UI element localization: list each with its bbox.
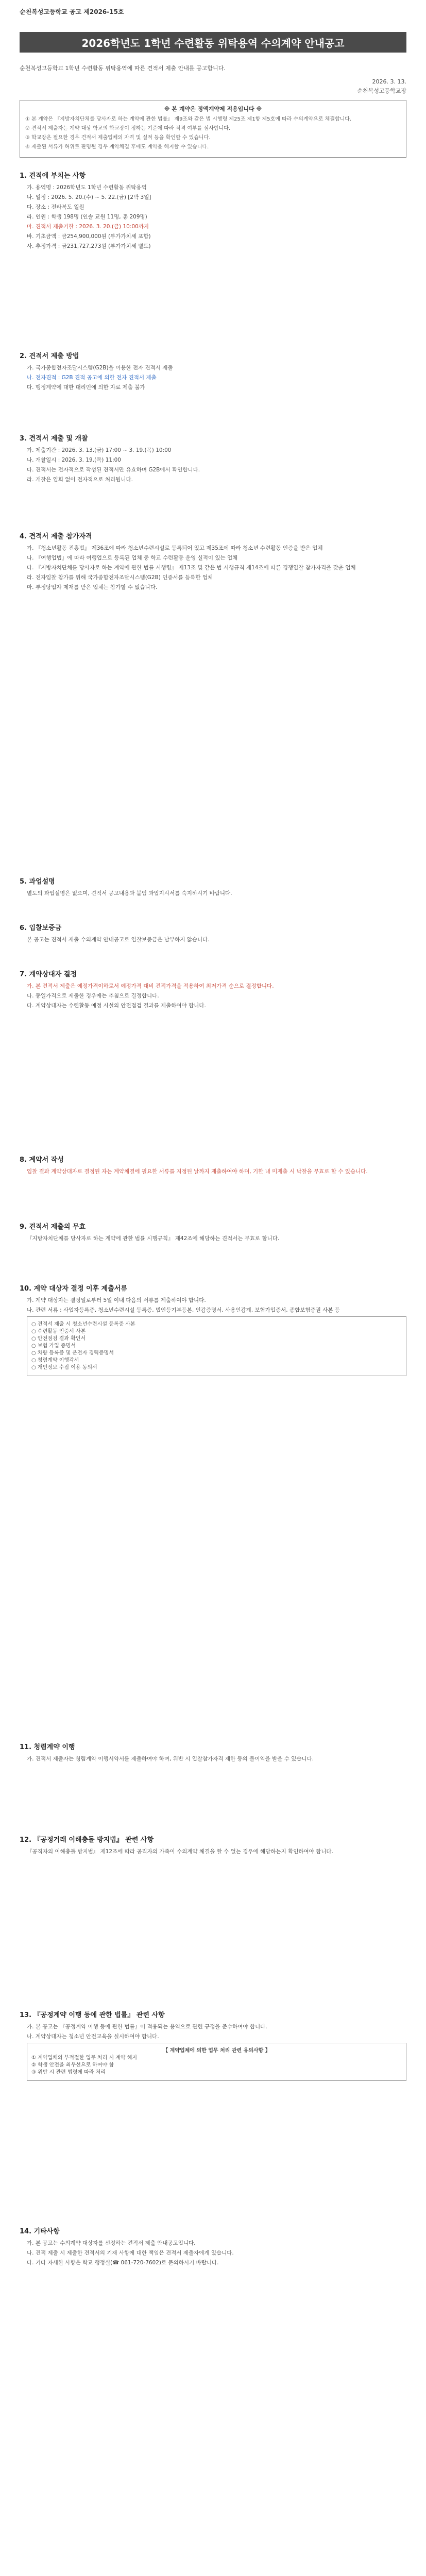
section-line: 가. 본 견적서 제출은 예정가격이하로서 예정가격 대비 견적가격을 적용하여 최저가격 순으로 결정합니다. <box>27 983 274 989</box>
section-line: 『지방자치단체를 당사자로 하는 계약에 관한 법률 시행규칙』 제42조에 해당하는 견적서는 무효로 합니다. <box>27 1235 280 1242</box>
section-line: 별도의 과업설명은 없으며, 견적서 공고내용과 붙임 과업지시서를 숙지하시기 바랍니다. <box>27 890 232 896</box>
notice-item: ② 견적서 제출자는 계약 대상 학교의 학교장이 정하는 기준에 따라 적격 여부를 심사합니다. <box>25 126 231 131</box>
section-line: 다. 견적서는 전자적으로 작성된 견적서만 유효하며 G2B에서 확인합니다. <box>27 467 200 473</box>
box-line: ○ 안전점검 결과 확인서 <box>31 1336 86 1342</box>
section-line: 가. 본 공고는 『공정계약 이행 등에 관한 법률』이 적용되는 용역으로 관련 규정을 준수하여야 합니다. <box>27 2024 267 2030</box>
section-line: 라. 인원 : 학생 198명 (인솔 교원 11명, 총 209명) <box>27 214 147 220</box>
section-10 <box>20 1283 406 1376</box>
section-8 <box>20 1154 406 1178</box>
intro-text: 순천복성고등학교 1학년 수련활동 위탁용역에 따른 견적서 제출 안내를 공고합니다. <box>20 65 226 72</box>
box-line: ○ 보험 가입 증명서 <box>31 1343 76 1349</box>
section-line: 가. 본 공고는 수의계약 대상자를 선정하는 견적서 제출 안내공고입니다. <box>27 2240 196 2246</box>
notice-item: ① 본 계약은 『지방자치단체를 당사자로 하는 계약에 관한 법률』 제9조와 같은 법 시행령 제25조 제1항 제5호에 따라 수의계약으로 체결합니다. <box>25 116 352 122</box>
box-line: ① 계약업체의 부적절한 업무 처리 시 계약 해지 <box>31 2055 138 2061</box>
section-line: 가. 견적서 제출자는 청렴계약 이행서약서를 제출하여야 하며, 위반 시 입찰참가자격 제한 등의 불이익을 받을 수 있습니다. <box>27 1756 314 1762</box>
section-line: 가. 계약 대상자는 결정일로부터 5일 이내 다음의 서류를 제출하여야 합니다. <box>27 1297 206 1303</box>
notice-heading: ※ 본 계약은 정액계약제 적용입니다 ※ <box>164 106 262 112</box>
section-line: 나. 『여행업법』에 따라 여행업으로 등록된 업체 중 학교 수련활동 운영 실적이 있는 업체 <box>27 555 238 561</box>
caution-box <box>27 2043 406 2081</box>
section-line: 가. 『청소년활동 진흥법』 제36조에 따라 청소년수련시설로 등록되어 있고 제35조에 따라 청소년 수련활동 인증을 받은 업체 <box>27 545 323 551</box>
section-7 <box>20 969 406 1012</box>
section-line: 나. 계약상대자는 청소년 안전교육을 실시하여야 합니다. <box>27 2033 159 2040</box>
box-heading: 【 계약업체에 의한 업무 처리 관련 유의사항 】 <box>163 2048 270 2054</box>
section-line: 가. 제출기간 : 2026. 3. 13.(금) 17:00 ~ 3. 19.(목) 10:00 <box>27 447 172 453</box>
notice-box <box>20 100 406 158</box>
section-3 <box>20 433 406 486</box>
section-1 <box>20 170 406 252</box>
document-title-text: 2026학년도 1학년 수련활동 위탁용역 수의계약 안내공고 <box>81 37 345 49</box>
section-title: 9. 견적서 제출의 무효 <box>20 1223 86 1231</box>
section-4 <box>20 531 406 594</box>
section-line: 나. 개찰일시 : 2026. 3. 19.(목) 11:00 <box>27 457 121 463</box>
section-line: 다. 장소 : 전라북도 일원 <box>27 204 84 210</box>
section-title: 12. 『공정거래 이해충돌 방지법』 관련 사항 <box>20 1836 154 1844</box>
section-line: 나. 일정 : 2026. 5. 20.(수) ~ 5. 22.(금) [2박 3일] <box>27 194 151 200</box>
section-title: 5. 과업설명 <box>20 878 55 886</box>
section-line: 다. 기타 자세한 사항은 학교 행정실(☎ 061-720-7602)로 문의하시기 바랍니다. <box>27 2260 219 2266</box>
document-title <box>20 32 406 53</box>
section-5 <box>20 876 406 900</box>
document-number: 순천복성고등학교 공고 제2026-15호 <box>20 8 124 15</box>
box-line: ③ 위반 시 관련 법령에 따라 처리 <box>31 2070 106 2075</box>
section-line: 바. 기초금액 : 금254,900,000원 (부가가치세 포함) <box>27 233 151 240</box>
date-top: 2026. 3. 13. <box>372 78 406 85</box>
box-line: ② 학생 안전을 최우선으로 하여야 함 <box>31 2062 114 2068</box>
section-line: 라. 전자입찰 참가를 위해 국가종합전자조달시스템(G2B) 인증서를 등록한 업체 <box>27 574 213 581</box>
section-title: 6. 입찰보증금 <box>20 924 62 932</box>
section-title: 7. 계약상대자 결정 <box>20 971 77 978</box>
section-line: 다. 행정계약에 대한 대리인에 의한 자료 제출 불가 <box>27 384 145 391</box>
box-line: ○ 청렴계약 이행각서 <box>31 1358 79 1363</box>
box-line: ○ 개인정보 수집 이용 동의서 <box>31 1365 97 1370</box>
section-line: 나. 동일가격으로 제출한 경우에는 추첨으로 결정합니다. <box>27 993 159 999</box>
section-line: 나. 견적 제출 시 제출한 견적서의 기재 사항에 대한 책임은 견적서 제출자에게 있습니다. <box>27 2250 234 2256</box>
section-line: 다. 계약상대자는 수련활동 예정 시설의 안전점검 결과를 제출하여야 합니다. <box>27 1003 206 1009</box>
section-title: 2. 견적서 제출 방법 <box>20 352 79 360</box>
section-title: 10. 계약 대상자 결정 이후 제출서류 <box>20 1285 127 1293</box>
section-line: 입찰 결과 계약상대자로 결정된 자는 계약체결에 필요한 서류를 지정된 날까지 제출하여야 하며, 기한 내 미제출 시 낙찰을 무효로 할 수 있습니다. <box>27 1168 368 1175</box>
section-title: 8. 계약서 작성 <box>20 1156 64 1164</box>
section-line: 라. 개찰은 입회 없이 전자적으로 처리됩니다. <box>27 477 133 483</box>
section-line: 나. 관련 서류 : 사업자등록증, 청소년수련시설 등록증, 법인등기부등본, 인감증명서, 사용인감계, 보험가입증서, 종합보험증권 사본 등 <box>27 1307 340 1313</box>
section-6 <box>20 922 406 946</box>
section-line: 『공직자의 이해충돌 방지법』 제12조에 따라 공직자의 가족이 수의계약 체결을 할 수 없는 경우에 해당하는지 확인하여야 합니다. <box>27 1849 333 1855</box>
section-14 <box>20 2226 406 2269</box>
section-line: 가. 용역명 : 2026학년도 1학년 수련활동 위탁용역 <box>27 184 147 191</box>
section-line: 나. 전자견적 : G2B 견적 공고에 의한 전자 견적서 제출 <box>27 375 157 381</box>
section-13 <box>20 2009 406 2081</box>
section-title: 13. 『공정계약 이행 등에 관한 법률』 관련 사항 <box>20 2011 165 2019</box>
box-line: ○ 견적서 제출 시 청소년수련시설 등록증 사본 <box>31 1321 135 1327</box>
section-title: 4. 견적서 제출 참가자격 <box>20 533 92 540</box>
box-line: ○ 차량 등록증 및 운전자 경력증명서 <box>31 1350 114 1356</box>
section-9 <box>20 1221 406 1245</box>
box-line: ○ 수련활동 인증서 사본 <box>31 1329 86 1334</box>
section-line: 다. 『지방자치단체를 당사자로 하는 계약에 관한 법률 시행령』 제13조 및 같은 법 시행규칙 제14조에 따른 경쟁입찰 참가자격을 갖춘 업체 <box>27 565 356 571</box>
section-line: 마. 부정당업자 제재를 받은 업체는 참가할 수 없습니다. <box>27 584 158 590</box>
section-11 <box>20 1741 406 1765</box>
required-docs-box <box>27 1316 406 1376</box>
section-title: 1. 견적에 부치는 사항 <box>20 172 86 180</box>
section-line: 가. 국가종합전자조달시스템(G2B)을 이용한 전자 견적서 제출 <box>27 365 173 371</box>
section-2 <box>20 350 406 394</box>
signer-top: 순천복성고등학교장 <box>357 88 406 94</box>
date-block <box>357 77 406 96</box>
section-12 <box>20 1834 406 1858</box>
notice-item: ③ 학교장은 필요한 경우 견적서 제출업체의 자격 및 실적 등을 확인할 수 있습니다. <box>25 135 211 141</box>
section-title: 14. 기타사항 <box>20 2228 60 2235</box>
section-title: 3. 견적서 제출 및 개찰 <box>20 435 88 443</box>
notice-item: ④ 제출된 서류가 허위로 판명될 경우 계약체결 후에도 계약을 해지할 수 있습니다. <box>25 144 209 150</box>
section-title: 11. 청렴계약 이행 <box>20 1743 75 1751</box>
section-line: 마. 견적서 제출기한 : 2026. 3. 20.(금) 10:00까지 <box>27 224 149 230</box>
section-line: 본 공고는 견적서 제출 수의계약 안내공고로 입찰보증금은 납부하지 않습니다. <box>27 937 210 943</box>
section-line: 사. 추정가격 : 금231,727,273원 (부가가치세 별도) <box>27 243 151 249</box>
